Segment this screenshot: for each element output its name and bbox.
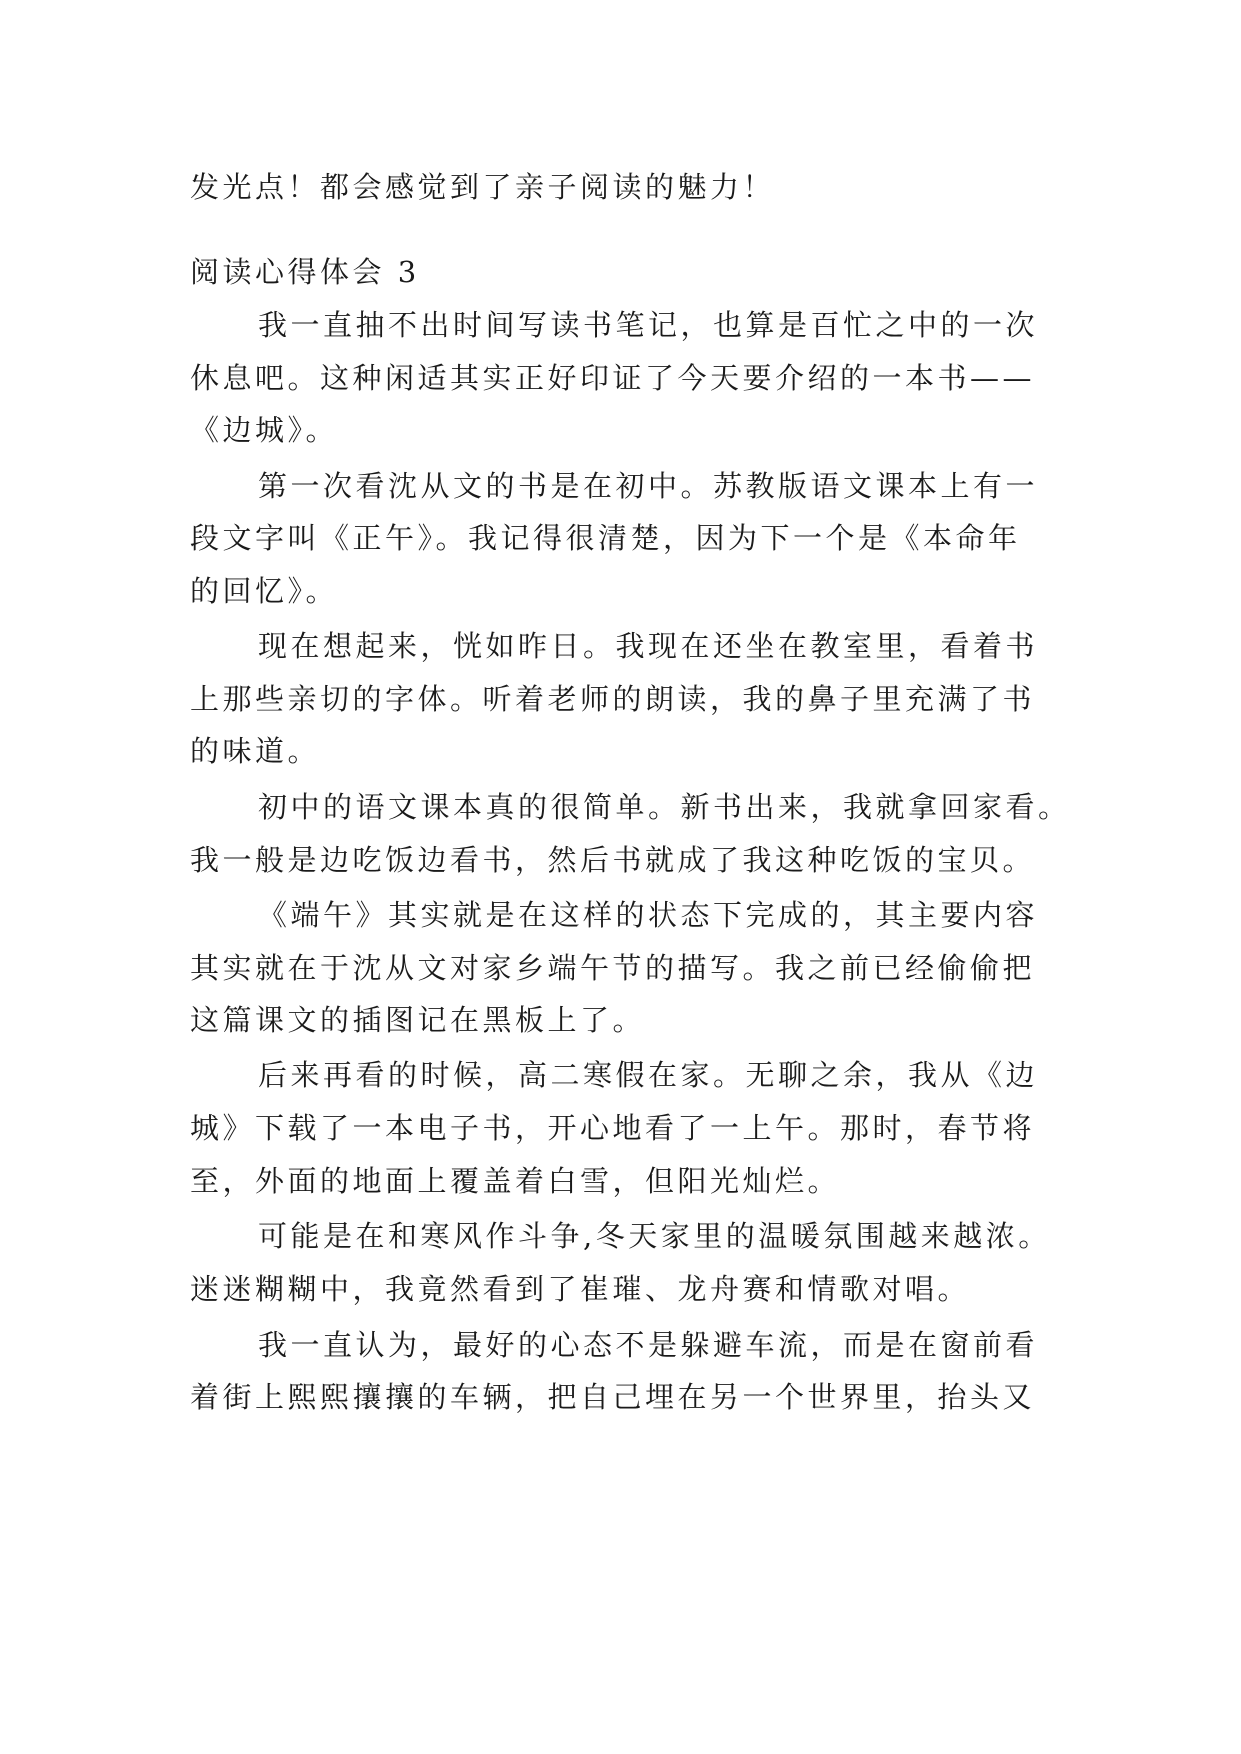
text-line: 后来再看的时候，高二寒假在家。无聊之余，我从《边: [258, 1058, 1039, 1092]
text-line: 这篇课文的插图记在黑板上了。: [190, 1003, 646, 1037]
text-line: 上那些亲切的字体。听着老师的朗读，我的鼻子里充满了书: [190, 682, 1036, 716]
text-line: 初中的语文课本真的很简单。新书出来，我就拿回家看。: [258, 790, 1071, 824]
text-line: 我一般是边吃饭边看书，然后书就成了我这种吃饭的宝贝。: [190, 843, 1036, 877]
text-line: 《端午》其实就是在这样的状态下完成的，其主要内容: [258, 898, 1039, 932]
text-line: 的味道。: [190, 734, 321, 768]
text-line: 休息吧。这种闲适其实正好印证了今天要介绍的一本书——: [190, 361, 1036, 395]
text-line: 城》下载了一本电子书，开心地看了一上午。那时，春节将: [190, 1111, 1036, 1145]
text-line: 至，外面的地面上覆盖着白雪，但阳光灿烂。: [190, 1164, 841, 1198]
text-line: 我一直抽不出时间写读书笔记，也算是百忙之中的一次: [258, 308, 1039, 342]
text-line: 现在想起来，恍如昨日。我现在还坐在教室里，看着书: [258, 629, 1039, 663]
text-line: 其实就在于沈从文对家乡端午节的描写。我之前已经偷偷把: [190, 951, 1036, 985]
text-line: 我一直认为，最好的心态不是躲避车流，而是在窗前看: [258, 1328, 1039, 1362]
text-line: 迷迷糊糊中，我竟然看到了崔璀、龙舟赛和情歌对唱。: [190, 1272, 971, 1306]
text-line: 段文字叫《正午》。我记得很清楚，因为下一个是《本命年: [190, 521, 1021, 555]
text-line: 的回忆》。: [190, 574, 339, 608]
text-line: 《边城》。: [190, 413, 339, 447]
text-line: 可能是在和寒风作斗争,冬天家里的温暖氛围越来越浓。: [258, 1219, 1051, 1253]
text-line: 发光点！都会感觉到了亲子阅读的魅力！: [190, 170, 776, 204]
text-line: 着街上熙熙攘攘的车辆，把自己埋在另一个世界里，抬头又: [190, 1380, 1036, 1414]
text-line: 第一次看沈从文的书是在初中。苏教版语文课本上有一: [258, 469, 1039, 503]
section-heading: 阅读心得体会 3: [190, 255, 420, 289]
